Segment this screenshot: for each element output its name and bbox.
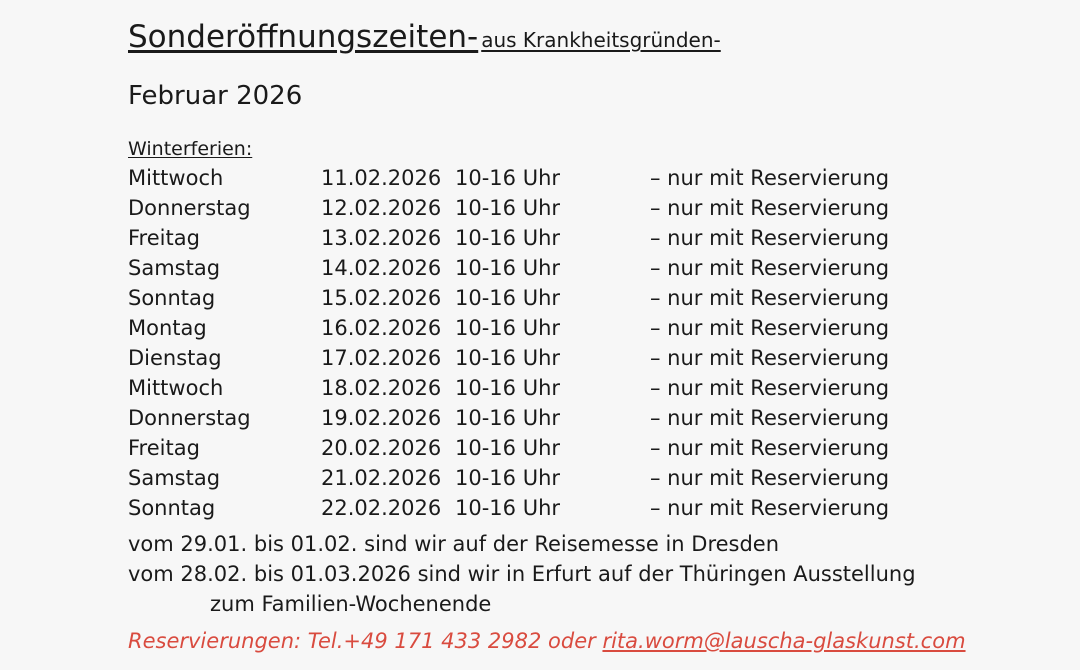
schedule-table bbox=[128, 163, 918, 523]
cell-date: 17.02.2026 bbox=[321, 346, 442, 370]
table-row bbox=[128, 433, 918, 463]
cell-time: 10-16 Uhr bbox=[455, 406, 561, 430]
cell-day: Dienstag bbox=[128, 346, 222, 370]
reservation-email-link[interactable]: rita.worm@lauscha-glaskunst.com bbox=[602, 629, 966, 653]
cell-date: 21.02.2026 bbox=[321, 466, 442, 490]
table-row bbox=[128, 223, 918, 253]
cell-time: 10-16 Uhr bbox=[455, 316, 561, 340]
cell-date: 15.02.2026 bbox=[321, 286, 442, 310]
table-row bbox=[128, 493, 918, 523]
table-row bbox=[128, 283, 918, 313]
cell-time: 10-16 Uhr bbox=[455, 286, 561, 310]
cell-time: 10-16 Uhr bbox=[455, 376, 561, 400]
table-row bbox=[128, 463, 918, 493]
cell-note: – nur mit Reservierung bbox=[650, 256, 890, 280]
table-row bbox=[128, 403, 918, 433]
cell-day: Samstag bbox=[128, 256, 221, 280]
cell-note: – nur mit Reservierung bbox=[650, 376, 890, 400]
cell-time: 10-16 Uhr bbox=[455, 436, 561, 460]
cell-day: Freitag bbox=[128, 436, 200, 460]
table-row bbox=[128, 253, 918, 283]
table-row bbox=[128, 163, 918, 193]
cell-day: Samstag bbox=[128, 466, 221, 490]
cell-note: – nur mit Reservierung bbox=[650, 436, 890, 460]
cell-note: – nur mit Reservierung bbox=[650, 346, 890, 370]
cell-note: – nur mit Reservierung bbox=[650, 196, 890, 220]
cell-date: 12.02.2026 bbox=[321, 196, 442, 220]
notes-block bbox=[128, 529, 1040, 619]
cell-day: Montag bbox=[128, 316, 207, 340]
cell-date: 22.02.2026 bbox=[321, 496, 442, 520]
table-row bbox=[128, 313, 918, 343]
cell-date: 19.02.2026 bbox=[321, 406, 442, 430]
reservation-line bbox=[128, 626, 1040, 656]
cell-time: 10-16 Uhr bbox=[455, 226, 561, 250]
cell-day: Sonntag bbox=[128, 496, 216, 520]
note-line-thueringen-ausstellung: vom 28.02. bis 01.03.2026 sind wir in Erfurt auf der Thüringen Ausstellung bbox=[128, 562, 916, 586]
cell-date: 20.02.2026 bbox=[321, 436, 442, 460]
cell-time: 10-16 Uhr bbox=[455, 166, 561, 190]
cell-time: 10-16 Uhr bbox=[455, 496, 561, 520]
cell-day: Donnerstag bbox=[128, 406, 251, 430]
cell-time: 10-16 Uhr bbox=[455, 196, 561, 220]
cell-note: – nur mit Reservierung bbox=[650, 496, 890, 520]
note-line-familien-wochenende: zum Familien-Wochenende bbox=[210, 592, 492, 616]
cell-day: Mittwoch bbox=[128, 166, 224, 190]
cell-date: 18.02.2026 bbox=[321, 376, 442, 400]
cell-note: – nur mit Reservierung bbox=[650, 406, 890, 430]
cell-note: – nur mit Reservierung bbox=[650, 166, 890, 190]
note-line-reisemesse: vom 29.01. bis 01.02. sind wir auf der Reisemesse in Dresden bbox=[128, 532, 780, 556]
document-header bbox=[128, 18, 1040, 62]
cell-date: 13.02.2026 bbox=[321, 226, 442, 250]
page-subtitle: aus Krankheitsgründen- bbox=[481, 28, 721, 52]
schedule-table-body bbox=[128, 163, 918, 523]
cell-date: 11.02.2026 bbox=[321, 166, 442, 190]
section-label-winterferien: Winterferien: bbox=[128, 138, 253, 160]
cell-day: Mittwoch bbox=[128, 376, 224, 400]
table-row bbox=[128, 373, 918, 403]
table-row bbox=[128, 193, 918, 223]
cell-day: Donnerstag bbox=[128, 196, 251, 220]
cell-date: 14.02.2026 bbox=[321, 256, 442, 280]
cell-note: – nur mit Reservierung bbox=[650, 316, 890, 340]
cell-date: 16.02.2026 bbox=[321, 316, 442, 340]
reservation-text: Reservierungen: Tel.+49 171 433 2982 oder bbox=[128, 629, 603, 653]
page-title: Sonderöffnungszeiten- bbox=[128, 19, 479, 55]
cell-day: Freitag bbox=[128, 226, 200, 250]
table-row bbox=[128, 343, 918, 373]
cell-time: 10-16 Uhr bbox=[455, 346, 561, 370]
cell-note: – nur mit Reservierung bbox=[650, 286, 890, 310]
cell-time: 10-16 Uhr bbox=[455, 256, 561, 280]
cell-note: – nur mit Reservierung bbox=[650, 466, 890, 490]
cell-time: 10-16 Uhr bbox=[455, 466, 561, 490]
cell-note: – nur mit Reservierung bbox=[650, 226, 890, 250]
cell-day: Sonntag bbox=[128, 286, 216, 310]
month-heading: Februar 2026 bbox=[128, 81, 303, 111]
